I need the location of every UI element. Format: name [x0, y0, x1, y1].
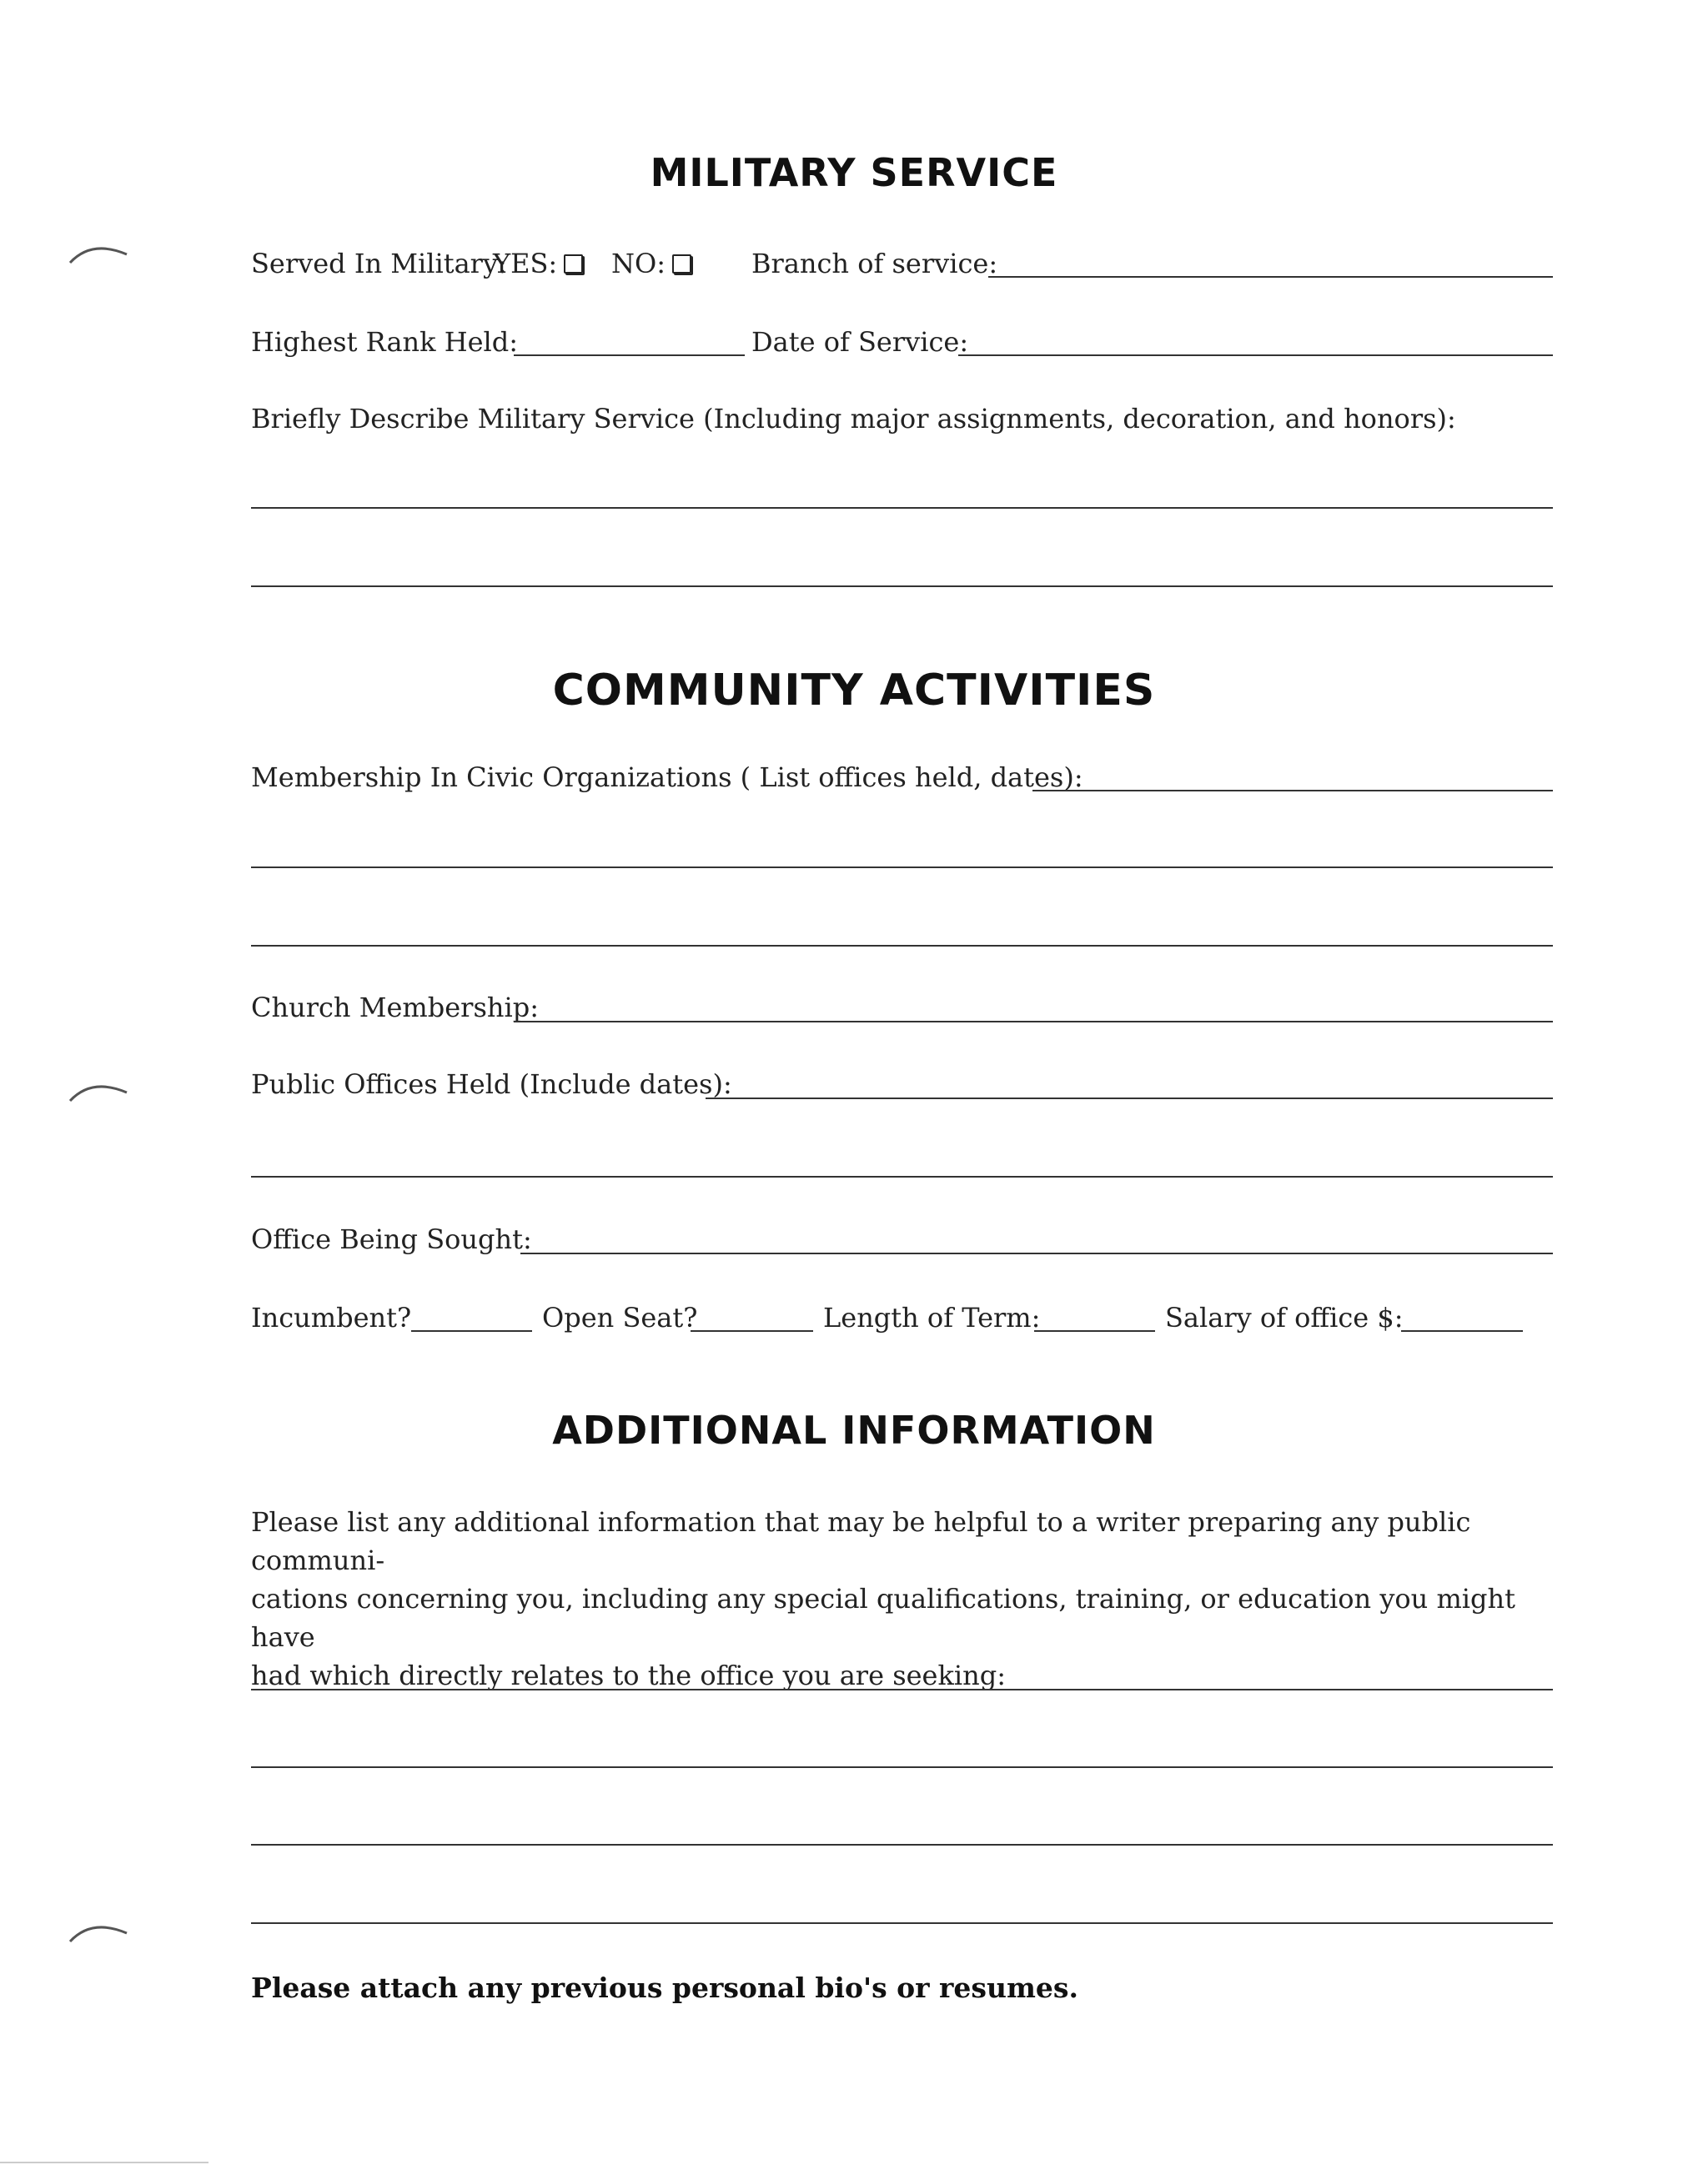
no-checkbox[interactable]	[672, 254, 691, 274]
describe-military-label: Briefly Describe Military Service (Including major assignments, decoration, and honors):	[251, 403, 1456, 435]
community-activities-heading: COMMUNITY ACTIVITIES	[552, 666, 1156, 716]
civic-organizations-line-3[interactable]	[251, 945, 1553, 947]
military-yes-option[interactable]	[493, 247, 583, 280]
civic-organizations-label: Membership In Civic Organizations ( List offices held, dates):	[251, 761, 1083, 793]
civic-organizations-line-2[interactable]	[251, 866, 1553, 868]
church-membership-field[interactable]	[514, 1021, 1553, 1022]
office-sought-label: Office Being Sought:	[251, 1223, 532, 1255]
open-seat-field[interactable]	[691, 1330, 813, 1332]
branch-of-service-field[interactable]	[988, 276, 1553, 278]
length-of-term-field[interactable]	[1034, 1330, 1155, 1332]
length-of-term-label: Length of Term:	[823, 1302, 1041, 1334]
served-in-military-label: Served In Military:	[251, 248, 507, 279]
branch-of-service-label: Branch of service:	[751, 248, 998, 279]
instructions-line-1: Please list any additional information that may be helpful to a writer preparing any public communi-	[251, 1506, 1471, 1576]
instructions-line-2: cations concerning you, including any special qualifications, training, or education you might have	[251, 1583, 1515, 1653]
binder-hole-mark	[67, 238, 130, 266]
scan-edge-divider	[0, 2162, 208, 2163]
highest-rank-label: Highest Rank Held:	[251, 326, 519, 358]
military-description-line-2[interactable]	[251, 585, 1553, 587]
date-of-service-field[interactable]	[958, 354, 1553, 356]
additional-info-line-2[interactable]	[251, 1766, 1553, 1768]
yes-label: YES:	[493, 248, 558, 279]
highest-rank-field[interactable]	[514, 354, 745, 356]
open-seat-label: Open Seat?	[542, 1302, 698, 1334]
attach-bio-note: Please attach any previous personal bio's or resumes.	[251, 1972, 1078, 2004]
binder-hole-mark	[67, 1076, 130, 1104]
public-offices-label: Public Offices Held (Include dates):	[251, 1068, 732, 1100]
date-of-service-label: Date of Service:	[751, 326, 969, 358]
salary-label: Salary of office $:	[1165, 1302, 1404, 1334]
public-offices-field[interactable]	[706, 1098, 1553, 1099]
civic-organizations-field[interactable]	[1032, 790, 1553, 791]
incumbent-field[interactable]	[411, 1330, 532, 1332]
additional-information-heading: ADDITIONAL INFORMATION	[552, 1408, 1156, 1453]
additional-info-line-1[interactable]	[251, 1689, 1553, 1690]
military-service-heading: MILITARY SERVICE	[650, 150, 1058, 195]
instructions-line-3: had which directly relates to the office you are seeking:	[251, 1660, 1006, 1691]
public-offices-line-2[interactable]	[251, 1176, 1553, 1178]
additional-info-line-4[interactable]	[251, 1922, 1553, 1924]
military-no-option[interactable]	[611, 247, 691, 280]
church-membership-label: Church Membership:	[251, 992, 539, 1023]
military-description-line-1[interactable]	[251, 507, 1553, 509]
additional-info-line-3[interactable]	[251, 1844, 1553, 1846]
additional-information-instructions	[251, 1503, 1552, 1695]
binder-hole-mark	[67, 1916, 130, 1945]
salary-field[interactable]	[1401, 1330, 1523, 1332]
yes-checkbox[interactable]	[564, 254, 583, 274]
office-sought-field[interactable]	[520, 1253, 1553, 1254]
incumbent-label: Incumbent?	[251, 1302, 412, 1334]
no-label: NO:	[611, 248, 666, 279]
